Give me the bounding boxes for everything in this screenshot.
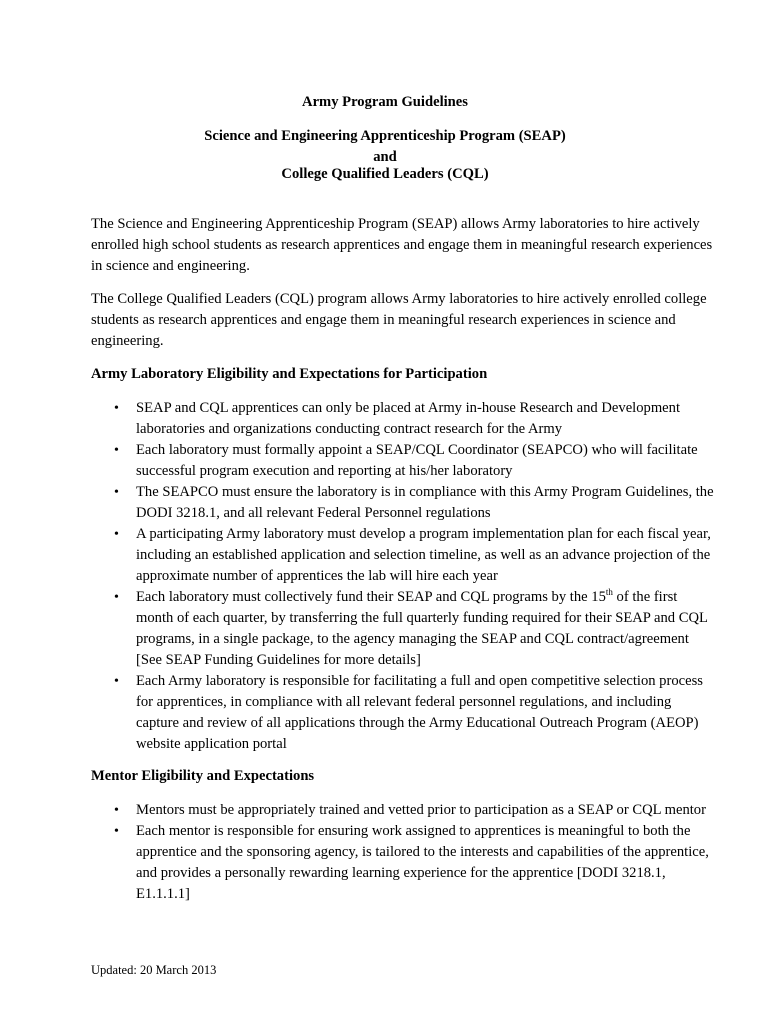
bullet-icon: • (114, 824, 119, 839)
subtitle-line-3: College Qualified Leaders (CQL) (281, 166, 489, 182)
list-item-text: The SEAPCO must ensure the laboratory is in compliance with this Army Program Guidelines, the DODI 3218.1, and all relevant Federal Personnel regulations (136, 484, 714, 521)
list-item-text: Mentors must be appropriately trained and vetted prior to participation as a SEAP or CQL mentor (136, 802, 706, 818)
bullet-icon: • (114, 401, 119, 416)
subtitle-line-1: Science and Engineering Apprenticeship Program (SEAP) (204, 128, 566, 144)
lab-section-heading: Army Laboratory Eligibility and Expectations for Participation (91, 366, 488, 382)
bullet-icon: • (114, 443, 119, 458)
list-item (91, 482, 716, 524)
bullet-icon: • (114, 485, 119, 500)
list-item-text: Each laboratory must formally appoint a SEAP/CQL Coordinator (SEAPCO) who will facilitate successful program execution and reporting at his/her laboratory (136, 442, 698, 479)
list-item (91, 800, 716, 821)
funding-text-after: of the first month of each quarter, by transferring the full quarterly funding required for their SEAP and CQL programs, in a single package, to the agency managing the SEAP and CQL contract/agreement [See SEAP Funding Guidelines for more details] (136, 589, 708, 668)
bullet-icon: • (114, 803, 119, 818)
list-item (91, 671, 716, 755)
subtitle-line-2: and (373, 149, 397, 165)
ordinal-suffix: th (605, 587, 613, 598)
list-item-text: Each Army laboratory is responsible for facilitating a full and open competitive selection process for apprentices, in compliance with all relevant federal personnel regulations, and including capture and review of all applications through the Army Educational Outreach Program (AEOP) website application portal (136, 673, 703, 752)
bullet-icon: • (114, 590, 119, 605)
footer-updated-date: Updated: 20 March 2013 (91, 963, 217, 977)
list-item-text: Each mentor is responsible for ensuring work assigned to apprentices is meaningful to both the apprentice and the sponsoring agency, is tailored to the interests and capabilities of the apprentice, and provides a personally rewarding learning experience for the apprentice [DODI 3218.1, E1.1.1.1] (136, 823, 709, 902)
bullet-icon: • (114, 674, 119, 689)
list-item (91, 398, 716, 440)
list-item (91, 524, 716, 587)
mentor-section-heading: Mentor Eligibility and Expectations (91, 768, 315, 784)
mentor-requirements-list (91, 800, 716, 905)
bullet-icon: • (114, 527, 119, 542)
lab-requirements-list (91, 398, 716, 755)
list-item-text: A participating Army laboratory must develop a program implementation plan for each fiscal year, including an established application and selection timeline, as well as an advance projection of the approximate number of apprentices the lab will hire each year (136, 526, 711, 584)
document-title: Army Program Guidelines (302, 94, 468, 110)
cql-intro-paragraph: The College Qualified Leaders (CQL) program allows Army laboratories to hire actively enrolled college students as research apprentices and engage them in meaningful research experiences in science and engineering. (91, 291, 707, 349)
list-item (91, 821, 716, 905)
list-item-text: SEAP and CQL apprentices can only be placed at Army in-house Research and Development laboratories and organizations conducting contract research for the Army (136, 400, 680, 437)
list-item (91, 440, 716, 482)
list-item (91, 587, 716, 671)
funding-text-before: Each laboratory must collectively fund their SEAP and CQL programs by the 15 (136, 589, 606, 605)
seap-intro-paragraph: The Science and Engineering Apprenticeship Program (SEAP) allows Army laboratories to hire actively enrolled high school students as research apprentices and engage them in meaningful research experiences in science and engineering. (91, 216, 713, 274)
